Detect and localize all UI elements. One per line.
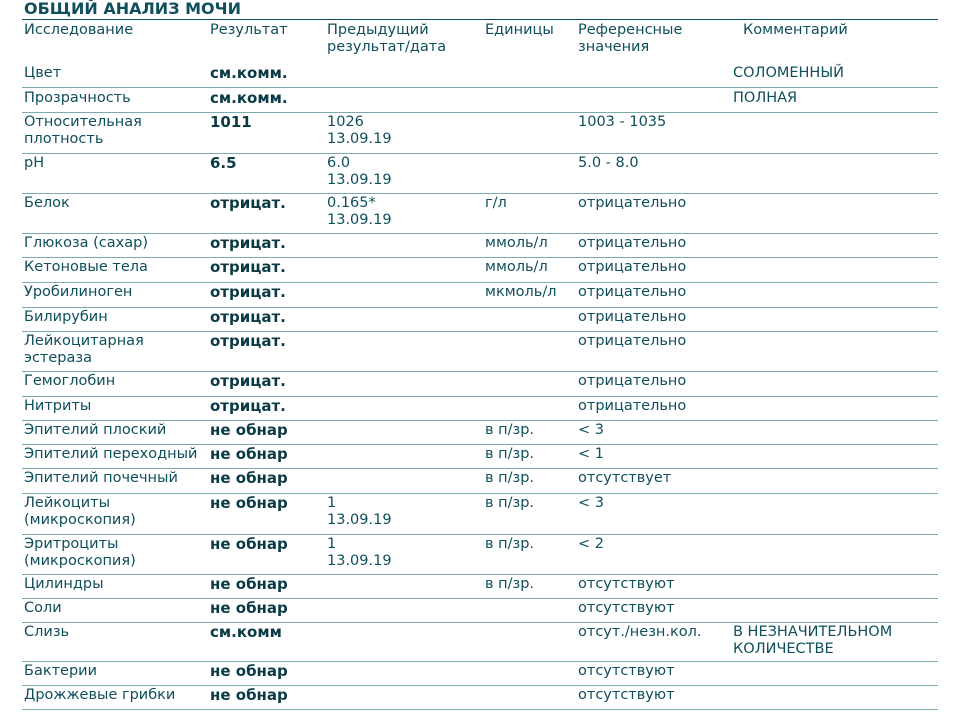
- reference-range: отсутствуют: [578, 600, 675, 616]
- header-units: Единицы: [485, 22, 554, 38]
- reference-range: отрицательно: [578, 195, 687, 211]
- comment: СОЛОМЕННЫЙ: [733, 65, 844, 81]
- units: в п/зр.: [485, 422, 535, 438]
- reference-range: < 1: [578, 446, 604, 462]
- units: ммоль/л: [485, 235, 548, 251]
- units: ммоль/л: [485, 259, 548, 275]
- result-value: см.комм.: [210, 89, 288, 107]
- result-value: не обнар: [210, 662, 288, 680]
- reference-range: отрицательно: [578, 309, 687, 325]
- report-title: ОБЩИЙ АНАЛИЗ МОЧИ: [24, 0, 241, 18]
- test-name: Эпителий плоский: [24, 422, 167, 438]
- reference-range: отрицательно: [578, 398, 687, 414]
- test-name: Дрожжевые грибки: [24, 687, 176, 703]
- test-name: Цвет: [24, 65, 62, 81]
- result-value: 1011: [210, 113, 252, 131]
- table-row: [22, 258, 938, 283]
- result-value: см.комм.: [210, 64, 288, 82]
- test-name: Уробилиноген: [24, 284, 133, 300]
- test-name: Гемоглобин: [24, 373, 116, 389]
- result-value: не обнар: [210, 575, 288, 593]
- result-value: см.комм: [210, 623, 282, 641]
- table-row: [22, 445, 938, 469]
- result-value: отрицат.: [210, 332, 286, 350]
- reference-range: < 3: [578, 422, 604, 438]
- reference-range: отсут./незн.кол.: [578, 624, 702, 640]
- units: в п/зр.: [485, 495, 535, 511]
- units: в п/зр.: [485, 446, 535, 462]
- test-name: Лейкоцитарная эстераза: [24, 333, 144, 366]
- test-name: Билирубин: [24, 309, 108, 325]
- result-value: 6.5: [210, 154, 237, 172]
- header-reference: Референсные значения: [578, 22, 683, 55]
- title-divider: [22, 19, 938, 20]
- result-value: не обнар: [210, 445, 288, 463]
- reference-range: отрицательно: [578, 333, 687, 349]
- reference-range: отсутствуют: [578, 576, 675, 592]
- previous-result: 1 13.09.19: [327, 536, 392, 569]
- test-name: Соли: [24, 600, 62, 616]
- reference-range: отсутствуют: [578, 687, 675, 703]
- table-row: [22, 397, 938, 421]
- test-name: Нитриты: [24, 398, 92, 414]
- reference-range: отрицательно: [578, 373, 687, 389]
- table-row: [22, 194, 938, 234]
- previous-result: 0.165* 13.09.19: [327, 195, 392, 228]
- reference-range: отсутствует: [578, 470, 672, 486]
- table-row: [22, 234, 938, 258]
- result-value: отрицат.: [210, 234, 286, 252]
- table-row: [22, 64, 938, 88]
- table-row: [22, 421, 938, 445]
- previous-result: 1026 13.09.19: [327, 114, 392, 147]
- test-name: Прозрачность: [24, 90, 131, 106]
- test-name: Слизь: [24, 624, 70, 640]
- result-value: отрицат.: [210, 308, 286, 326]
- comment: ПОЛНАЯ: [733, 90, 798, 106]
- table-row: [22, 662, 938, 686]
- units: мкмоль/л: [485, 284, 557, 300]
- table-row: [22, 623, 938, 662]
- result-value: отрицат.: [210, 372, 286, 390]
- result-value: не обнар: [210, 469, 288, 487]
- test-name: Глюкоза (сахар): [24, 235, 148, 251]
- table-row: [22, 599, 938, 623]
- reference-range: < 2: [578, 536, 604, 552]
- reference-range: отрицательно: [578, 259, 687, 275]
- result-value: отрицат.: [210, 397, 286, 415]
- test-name: Эпителий почечный: [24, 470, 178, 486]
- table-row: [22, 372, 938, 397]
- header-test: Исследование: [24, 22, 134, 38]
- result-value: отрицат.: [210, 258, 286, 276]
- row-divider: [22, 87, 938, 88]
- comment: В НЕЗНАЧИТЕЛЬНОМ КОЛИЧЕСТВЕ: [733, 624, 893, 657]
- header-result: Результат: [210, 22, 288, 38]
- test-name: Цилиндры: [24, 576, 104, 592]
- previous-result: 6.0 13.09.19: [327, 155, 392, 188]
- reference-range: отрицательно: [578, 284, 687, 300]
- header-comment: Комментарий: [743, 22, 848, 38]
- reference-range: отрицательно: [578, 235, 687, 251]
- table-row: [22, 308, 938, 332]
- header-previous: Предыдущий результат/дата: [327, 22, 447, 55]
- reference-range: отсутствуют: [578, 663, 675, 679]
- result-value: не обнар: [210, 599, 288, 617]
- test-name: Относительная плотность: [24, 114, 142, 147]
- table-row: [22, 89, 938, 113]
- test-name: Лейкоциты (микроскопия): [24, 495, 136, 528]
- reference-range: < 3: [578, 495, 604, 511]
- table-row: [22, 154, 938, 194]
- units: в п/зр.: [485, 536, 535, 552]
- table-row: [22, 535, 938, 575]
- units: г/л: [485, 195, 507, 211]
- result-value: не обнар: [210, 535, 288, 553]
- table-row: [22, 469, 938, 494]
- units: в п/зр.: [485, 470, 535, 486]
- test-name: Кетоновые тела: [24, 259, 148, 275]
- result-value: не обнар: [210, 686, 288, 704]
- test-name: Белок: [24, 195, 70, 211]
- previous-result: 1 13.09.19: [327, 495, 392, 528]
- table-row: [22, 283, 938, 308]
- table-row: [22, 575, 938, 599]
- result-value: не обнар: [210, 494, 288, 512]
- result-value: отрицат.: [210, 194, 286, 212]
- test-name: pH: [24, 155, 45, 171]
- result-value: отрицат.: [210, 283, 286, 301]
- table-row: [22, 686, 938, 710]
- reference-range: 5.0 - 8.0: [578, 155, 639, 171]
- units: в п/зр.: [485, 576, 535, 592]
- table-row: [22, 332, 938, 372]
- test-name: Бактерии: [24, 663, 98, 679]
- test-name: Эритроциты (микроскопия): [24, 536, 136, 569]
- test-name: Эпителий переходный: [24, 446, 198, 462]
- table-row: [22, 113, 938, 154]
- row-divider: [22, 709, 938, 710]
- result-value: не обнар: [210, 421, 288, 439]
- table-row: [22, 494, 938, 535]
- reference-range: 1003 - 1035: [578, 114, 667, 130]
